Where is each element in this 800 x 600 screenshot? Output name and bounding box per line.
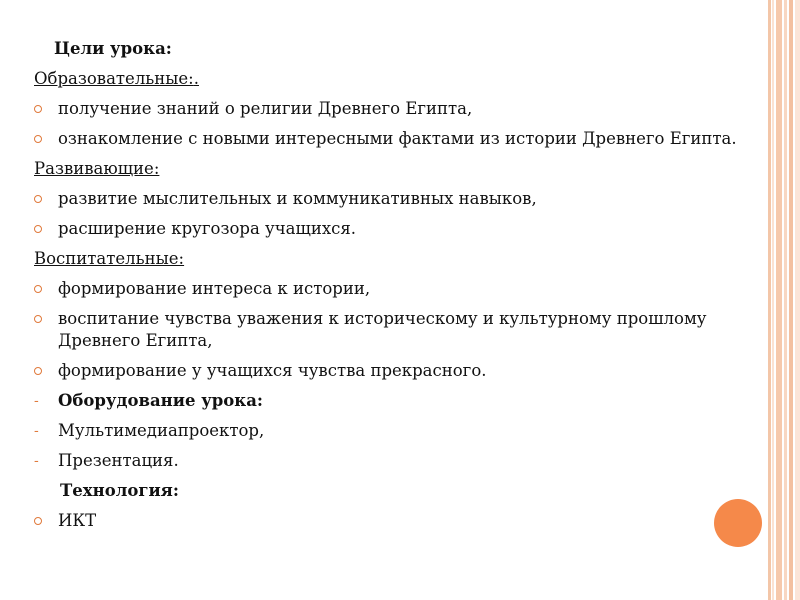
circle-bullet-icon xyxy=(34,135,42,143)
slide-title: Цели урока: xyxy=(54,39,172,58)
list-item-text: развитие мыслительных и коммуникативных навыков, xyxy=(58,189,537,208)
section-label-educational xyxy=(34,68,774,90)
circle-bullet-icon xyxy=(34,315,42,323)
list-item-text: Мультимедиапроектор, xyxy=(58,421,265,440)
list-item-text: получение знаний о религии Древнего Египта, xyxy=(58,99,473,118)
equipment-title: Оборудование урока: xyxy=(58,391,264,410)
list-item-text: ознакомление с новыми интересными фактами из истории Древнего Египта. xyxy=(58,129,737,148)
section-label-text: Образовательные: xyxy=(34,69,194,88)
circle-bullet-icon xyxy=(34,367,42,375)
circle-bullet-icon xyxy=(34,105,42,113)
circle-bullet-icon xyxy=(34,225,42,233)
decor-stripe xyxy=(789,0,793,600)
circle-bullet-icon xyxy=(34,195,42,203)
circle-bullet-icon xyxy=(34,285,42,293)
slide-content xyxy=(34,38,774,540)
dash-bullet-icon: - xyxy=(34,393,39,409)
circle-bullet-icon xyxy=(34,517,42,525)
equipment-heading xyxy=(34,390,774,412)
list-item xyxy=(34,420,774,442)
list-item xyxy=(34,278,774,300)
section-label-developmental: Развивающие: xyxy=(34,159,160,178)
section-label-tail: . xyxy=(193,69,199,88)
list-item xyxy=(34,510,774,532)
list-item-text: Презентация. xyxy=(58,451,179,470)
list-item xyxy=(34,188,774,210)
list-item-text: ИКТ xyxy=(58,511,97,530)
list-item-text: формирование у учащихся чувства прекрасного. xyxy=(58,361,487,380)
dash-bullet-icon: - xyxy=(34,453,39,469)
list-item-text: расширение кругозора учащихся. xyxy=(58,219,357,238)
list-item xyxy=(34,218,774,240)
list-item-text: воспитание чувства уважения к историческому и культурному прошлому Древнего Египта, xyxy=(58,309,707,350)
list-item xyxy=(34,98,774,120)
decor-stripe xyxy=(784,0,787,600)
section-label-upbringing: Воспитательные: xyxy=(34,249,185,268)
list-item-text: формирование интереса к истории, xyxy=(58,279,371,298)
dash-bullet-icon: - xyxy=(34,423,39,439)
list-item xyxy=(34,308,774,352)
decor-stripe xyxy=(776,0,782,600)
list-item xyxy=(34,360,774,382)
decor-stripe xyxy=(795,0,800,600)
list-item xyxy=(34,450,774,472)
technology-title: Технология: xyxy=(60,481,179,500)
list-item xyxy=(34,128,774,150)
